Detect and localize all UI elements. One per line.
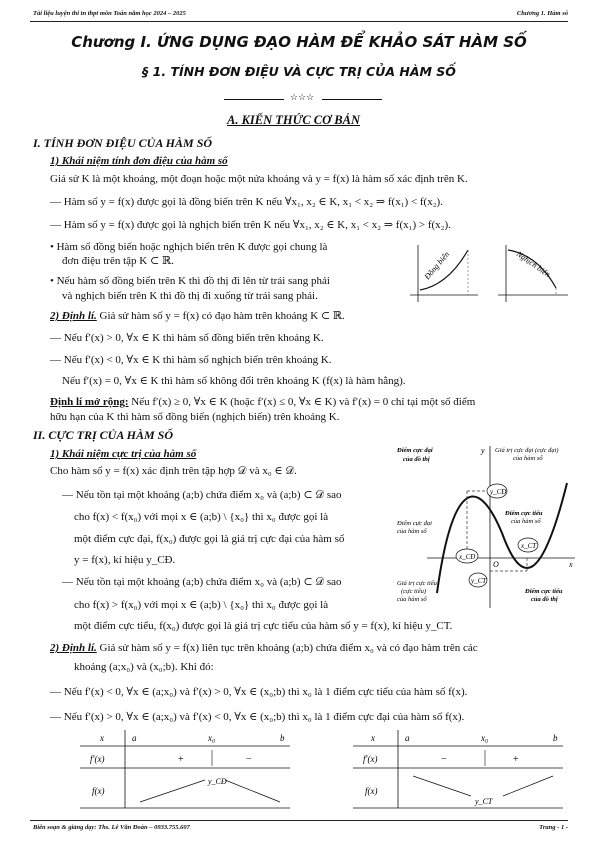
svg-text:f(x): f(x) — [365, 786, 378, 796]
part-title: A. KIẾN THỨC CƠ BẢN — [227, 113, 360, 127]
svg-text:Điểm cực tiểu: Điểm cực tiểu — [505, 510, 543, 517]
s2-p8: một điểm cực tiểu, f(x₀) được gọi là giá trị cực tiểu của hàm số y = f(x), kí hiệu y_CT. — [74, 620, 453, 632]
s1-b1a: • Hàm số đồng biến hoặc nghịch biến trên K được gọi chung là — [50, 241, 328, 253]
s1-p7: Định lí mở rộng: Nếu f′(x) ≥ 0, ∀x ∈ K (hoặc f′(x) ≤ 0, ∀x ∈ K) và f′(x) = 0 chỉ tại một số điểm — [50, 396, 476, 408]
svg-text:x_CT: x_CT — [521, 542, 537, 550]
arrow-up — [140, 780, 205, 802]
svg-text:−: − — [246, 754, 252, 765]
s2-p3: cho f(x) < f(x₀) với mọi x ∈ (a;b) \ {x₀} thì x₀ được gọi là — [74, 511, 329, 523]
s2-q1: — Nếu f′(x) < 0, ∀x ∈ (a;x₀) và f′(x) > 0, ∀x ∈ (x₀;b) thì x₀ là 1 điểm cực tiểu của hàm số f(x). — [50, 686, 468, 698]
svg-text:a: a — [132, 733, 137, 743]
svg-text:Giá trị cực đại (cực đại): Giá trị cực đại (cực đại) — [495, 447, 559, 454]
svg-text:y_CT: y_CT — [471, 577, 487, 585]
svg-text:Điểm cực đại: Điểm cực đại — [397, 447, 433, 454]
svg-text:x_CĐ: x_CĐ — [459, 553, 476, 561]
s1-b2a: • Nếu hàm số đồng biến trên K thì đồ thị đi lên từ trái sang phải — [50, 275, 330, 287]
s2-p4: một điểm cực đại, f(x₀) được gọi là giá trị cực đại của hàm số — [74, 533, 345, 545]
svg-text:của hàm số: của hàm số — [511, 518, 541, 525]
svg-text:a: a — [405, 733, 410, 743]
svg-text:của đồ thị: của đồ thị — [403, 456, 430, 463]
svg-text:x: x — [100, 733, 104, 743]
chapter-title: Chương I. ỨNG DỤNG ĐẠO HÀM ĐỂ KHẢO SÁT HÀM SỐ — [71, 33, 527, 51]
arrow-down — [225, 780, 280, 802]
section-title: § 1. TÍNH ĐƠN ĐIỆU VÀ CỰC TRỊ CỦA HÀM SỐ — [142, 64, 456, 79]
svg-text:+: + — [513, 754, 519, 765]
graph2-label: Nghịch biến — [514, 249, 552, 279]
footer-rule — [30, 820, 568, 821]
s2-p2: — Nếu tồn tại một khoảng (a;b) chứa điểm x₀ và (a;b) ⊂ 𝒟 sao — [62, 489, 342, 501]
svg-text:x₀: x₀ — [481, 733, 489, 743]
cubic-curve — [437, 483, 567, 593]
svg-text:b: b — [280, 733, 285, 743]
svg-text:f′(x): f′(x) — [90, 754, 105, 764]
stars: ☆☆☆ — [290, 92, 315, 102]
svg-text:y_CT: y_CT — [475, 797, 493, 806]
variation-table-1 — [80, 730, 290, 810]
arrow-down-2 — [413, 776, 471, 796]
s1-theorem: 2) Định lí. Giả sử hàm số y = f(x) có đạo hàm trên khoảng K ⊂ ℝ. — [50, 310, 345, 322]
svg-text:x₀: x₀ — [208, 733, 216, 743]
extremum-figure — [397, 443, 577, 613]
svg-text:Giá trị cực tiểu: Giá trị cực tiểu — [397, 580, 437, 587]
s1-p5: — Nếu f′(x) < 0, ∀x ∈ K thì hàm số nghịch biến trên khoảng K. — [50, 354, 332, 366]
arrow-up-2 — [503, 776, 553, 796]
svg-text:(cực tiểu): (cực tiểu) — [401, 588, 427, 595]
s1-p1: Giả sử K là một khoảng, một đoạn hoặc một nửa khoảng và y = f(x) là hàm số xác định trên K. — [50, 173, 468, 185]
monotonic-graphs — [398, 240, 573, 310]
svg-text:y_CĐ: y_CĐ — [208, 777, 227, 786]
s1-p2: — Hàm số y = f(x) được gọi là đồng biến trên K nếu ∀x₁, x₂ ∈ K, x₁ < x₂ ⇒ f(x₁) < f(x₂). — [50, 196, 443, 208]
s2-p7: cho f(x) > f(x₀) với mọi x ∈ (a;b) \ {x₀} thì x₀ được gọi là — [74, 599, 329, 611]
page-number: Trang - 1 - — [539, 824, 568, 831]
s1-p4: — Nếu f′(x) > 0, ∀x ∈ K thì hàm số đồng biến trên khoảng K. — [50, 332, 324, 344]
svg-text:của đồ thị: của đồ thị — [531, 596, 558, 603]
s2-theorem: 2) Định lí. Giả sử hàm số y = f(x) liên tục trên khoảng (a;b) chứa điểm x₀ và có đạo hàm trên các — [50, 642, 478, 654]
s2-theorem-cont: khoảng (a;x₀) và (x₀;b). Khi đó: — [74, 661, 214, 673]
svg-text:Điểm cực đại: Điểm cực đại — [397, 520, 432, 527]
variation-table-2 — [353, 730, 563, 810]
s1-p8: hữu hạn của K thì hàm số đồng biến (nghịch biến) trên khoảng K. — [50, 411, 340, 423]
svg-text:x: x — [569, 560, 573, 569]
s2-p5: y = f(x), kí hiệu y_CĐ. — [74, 554, 176, 566]
s1-sub1: 1) Khái niệm tính đơn điệu của hàm số — [50, 155, 228, 167]
divider-left — [224, 99, 284, 100]
svg-text:f(x): f(x) — [92, 786, 105, 796]
svg-text:x: x — [371, 733, 375, 743]
header-left: Tài liệu luyện thi tn thpt môn Toán năm học 2024 – 2025 — [33, 10, 186, 17]
svg-text:của hàm số: của hàm số — [513, 455, 543, 462]
s2-sub1: 1) Khái niệm cực trị của hàm số — [50, 448, 197, 460]
svg-text:của hàm số: của hàm số — [397, 596, 427, 603]
section1-heading: I. TÍNH ĐƠN ĐIỆU CỦA HÀM SỐ — [33, 136, 213, 150]
header-rule — [30, 21, 568, 22]
divider-right — [322, 99, 382, 100]
s1-b2b: và nghịch biến trên K thì đồ thị đi xuống từ trái sang phải. — [62, 290, 318, 302]
svg-text:y_CĐ: y_CĐ — [490, 488, 507, 496]
s1-b1b: đơn điệu trên tập K ⊂ ℝ. — [62, 255, 174, 267]
svg-text:y: y — [481, 446, 485, 455]
section2-heading: II. CỰC TRỊ CỦA HÀM SỐ — [33, 428, 174, 442]
header-right: Chương 1. Hàm số — [516, 10, 568, 17]
svg-text:−: − — [441, 754, 447, 765]
svg-text:Điểm cực tiểu: Điểm cực tiểu — [525, 588, 563, 595]
graph1-label: Đồng biến — [422, 249, 452, 282]
s2-p1: Cho hàm số y = f(x) xác định trên tập hợp 𝒟 và x₀ ∈ 𝒟. — [50, 465, 297, 477]
s1-p3: — Hàm số y = f(x) được gọi là nghịch biến trên K nếu ∀x₁, x₂ ∈ K, x₁ < x₂ ⇒ f(x₁) > f(x₂). — [50, 219, 451, 231]
footer-left: Biên soạn & giảng dạy: Ths. Lê Văn Đoàn – 0933.755.607 — [33, 824, 190, 831]
svg-text:O: O — [493, 560, 499, 569]
svg-text:b: b — [553, 733, 558, 743]
s2-p6: — Nếu tồn tại một khoảng (a;b) chứa điểm x₀ và (a;b) ⊂ 𝒟 sao — [62, 576, 342, 588]
s2-q2: — Nếu f′(x) > 0, ∀x ∈ (a;x₀) và f′(x) < 0, ∀x ∈ (x₀;b) thì x₀ là 1 điểm cực đại của hàm số f(x). — [50, 711, 465, 723]
s1-p6: Nếu f′(x) = 0, ∀x ∈ K thì hàm số không đổi trên khoảng K (f(x) là hàm hằng). — [62, 375, 406, 387]
svg-text:của hàm số: của hàm số — [397, 528, 427, 535]
svg-text:+: + — [178, 754, 184, 765]
svg-text:f′(x): f′(x) — [363, 754, 378, 764]
